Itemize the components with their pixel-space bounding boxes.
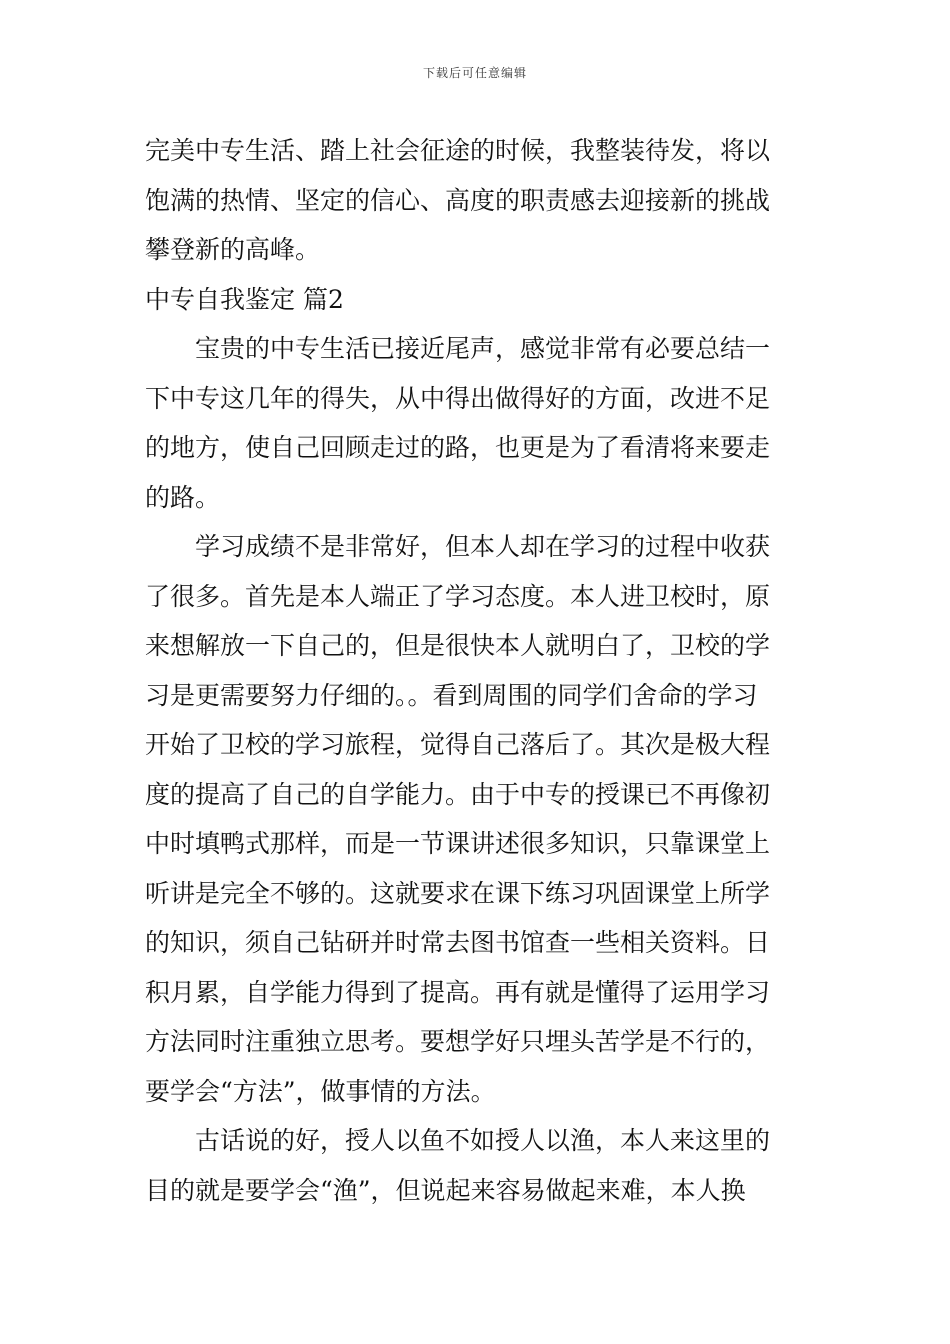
text-line: 开始了卫校的学习旅程，觉得自己落后了。其次是极大程 — [145, 730, 771, 759]
text-line: 来想解放一下自己的，但是很快本人就明白了，卫校的学 — [145, 631, 771, 660]
text-line: 饱满的热情、坚定的信心、高度的职责感去迎接新的挑战 — [145, 185, 771, 215]
text-line: 要学会“方法”，做事情的方法。 — [145, 1076, 496, 1106]
text-line: 的路。 — [145, 482, 221, 512]
text-line: 下中专这几年的得失，从中得出做得好的方面，改进不足 — [145, 383, 771, 413]
text-line: 的地方，使自己回顾走过的路，也更是为了看清将来要走 — [145, 433, 771, 462]
text-line: 学习成绩不是非常好，但本人却在学习的过程中收获 — [195, 532, 771, 561]
document-body — [145, 126, 810, 1215]
text-line: 中专自我鉴定 篇2 — [145, 284, 344, 314]
text-line: 宝贵的中专生活已接近尾声，感觉非常有必要总结一 — [195, 334, 771, 363]
text-line: 古话说的好，授人以鱼不如授人以渔，本人来这里的 — [195, 1126, 771, 1155]
text-line: 方法同时注重独立思考。要想学好只埋头苦学是不行的， — [145, 1027, 771, 1056]
page-header: 下载后可任意编辑 — [422, 66, 527, 80]
text-line: 完美中专生活、踏上社会征途的时候，我整装待发，将以 — [145, 136, 771, 165]
text-line: 习是更需要努力仔细的。。看到周围的同学们舍命的学习 — [145, 680, 758, 710]
text-line: 的知识，须自己钻研并时常去图书馆查一些相关资料。日 — [145, 928, 771, 957]
text-line: 中时填鸭式那样，而是一节课讲述很多知识，只靠课堂上 — [145, 829, 771, 858]
text-line: 攀登新的高峰。 — [145, 235, 321, 264]
text-line: 度的提高了自己的自学能力。由于中专的授课已不再像初 — [145, 779, 771, 809]
text-line: 听讲是完全不够的。这就要求在课下练习巩固课堂上所学 — [145, 878, 771, 908]
text-line: 了很多。首先是本人端正了学习态度。本人进卫校时，原 — [145, 581, 771, 611]
text-line: 积月累，自学能力得到了提高。再有就是懂得了运用学习 — [145, 977, 771, 1007]
text-line: 目的就是要学会“渔”，但说起来容易做起来难，本人换 — [145, 1175, 746, 1205]
